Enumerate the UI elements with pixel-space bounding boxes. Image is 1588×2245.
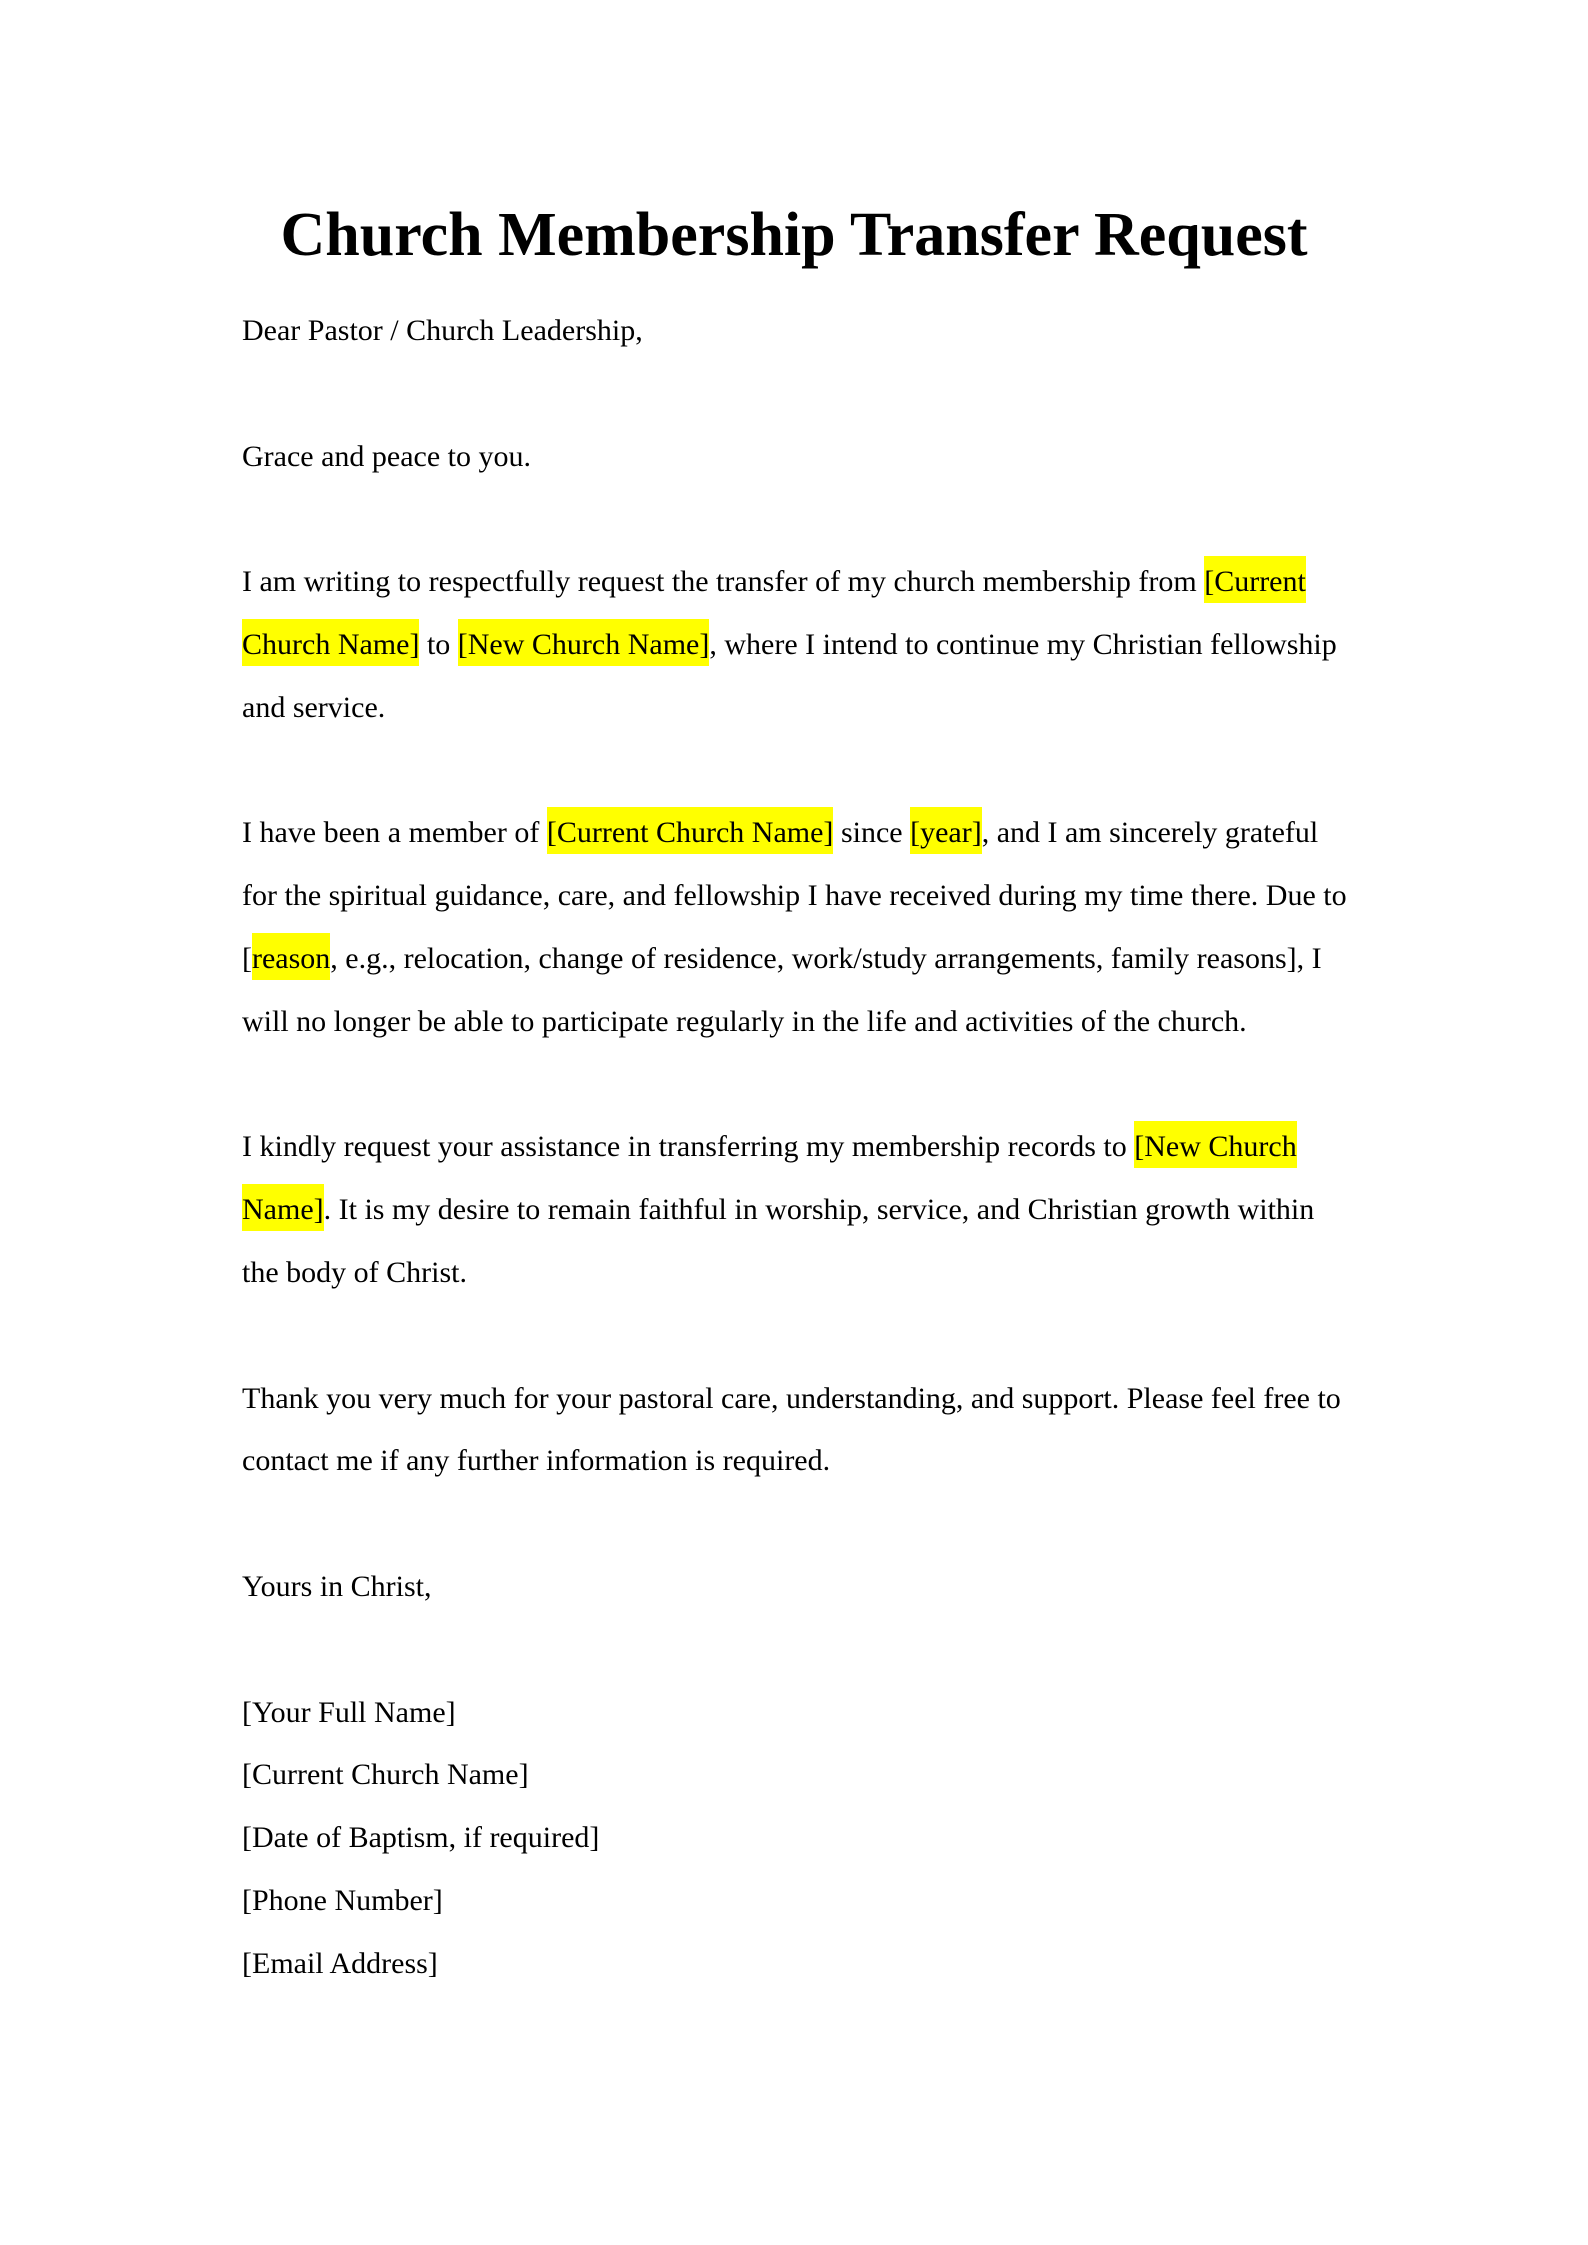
paragraph-thanks: [242, 1368, 1348, 1494]
paragraph-transfer-request: [242, 551, 1348, 739]
placeholder-reason: reason: [252, 933, 330, 980]
text: Thank you very much for your pastoral care, understanding, and support. Please feel free to contact me if any further information is required.: [242, 1381, 1341, 1478]
salutation: Dear Pastor / Church Leadership,: [242, 314, 643, 347]
text: I have been a member of: [242, 816, 547, 850]
signature-current-church: [Current Church Name]: [242, 1758, 529, 1792]
placeholder-new-church-name: [New Church Name]: [458, 619, 710, 666]
text: . It is my desire to remain faithful in worship, service, and Christian growth within the body of Christ.: [242, 1193, 1315, 1289]
placeholder-current-church-name: [Current Church Name]: [242, 556, 1306, 666]
paragraph-records-request: [242, 1116, 1348, 1304]
letter-body: [242, 300, 1348, 1996]
greeting: Grace and peace to you.: [242, 439, 532, 473]
placeholder-new-church-name: [New Church Name]: [242, 1121, 1297, 1231]
signature-phone: [Phone Number]: [242, 1883, 443, 1917]
paragraph-membership-history: [242, 802, 1348, 1053]
text: I kindly request your assistance in transferring my membership records to: [242, 1130, 1135, 1164]
placeholder-current-church-name: [Current Church Name]: [547, 807, 834, 854]
signature-block: [242, 1682, 1348, 1996]
signature-full-name: [Your Full Name]: [242, 1695, 456, 1729]
text: , and I am sincerely grateful for the spiritual guidance, care, and fellowship I have received during my time there. Due to [: [242, 816, 1347, 975]
document-title: Church Membership Transfer Request: [280, 201, 1308, 269]
signature-baptism-date: [Date of Baptism, if required]: [242, 1821, 600, 1855]
signature-email: [Email Address]: [242, 1946, 438, 1980]
closing: Yours in Christ,: [242, 1569, 432, 1603]
placeholder-year: [year]: [910, 807, 982, 854]
text: to: [419, 627, 458, 661]
text: I am writing to respectfully request the transfer of my church membership from: [242, 565, 1205, 599]
text: since: [833, 816, 911, 850]
text: , where I intend to continue my Christian fellowship and service.: [242, 627, 1337, 724]
text: , e.g., relocation, change of residence, work/study arrangements, family reasons], I will no longer be able to participate regularly in the life and activities of the church.: [242, 941, 1322, 1038]
